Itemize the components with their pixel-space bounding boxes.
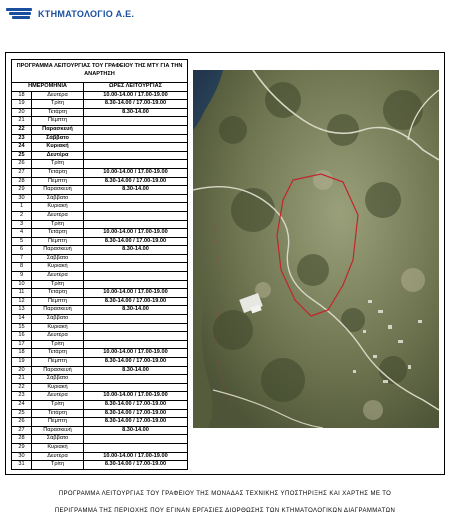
row-date-number: 14 — [12, 315, 32, 324]
row-weekday: Δευτέρα — [32, 392, 84, 401]
row-hours — [84, 143, 188, 152]
row-date-number: 30 — [12, 194, 32, 203]
row-hours: 10.00-14.00 / 17.00-19.00 — [84, 452, 188, 461]
schedule-row — [12, 375, 188, 384]
row-date-number: 12 — [12, 297, 32, 306]
row-hours — [84, 117, 188, 126]
row-weekday: Τρίτη — [32, 340, 84, 349]
schedule-row — [12, 366, 188, 375]
row-date-number: 19 — [12, 358, 32, 367]
schedule-row — [12, 409, 188, 418]
row-hours — [84, 383, 188, 392]
schedule-row — [12, 426, 188, 435]
row-weekday: Παρασκευή — [32, 366, 84, 375]
schedule-row — [12, 332, 188, 341]
row-hours: 10.00-14.00 / 17.00-19.00 — [84, 91, 188, 100]
row-date-number: 16 — [12, 332, 32, 341]
row-weekday: Παρασκευή — [32, 306, 84, 315]
row-hours: 8.30-14.00 / 17.00-19.00 — [84, 100, 188, 109]
row-weekday: Τρίτη — [32, 280, 84, 289]
row-hours — [84, 220, 188, 229]
row-hours — [84, 151, 188, 160]
row-date-number: 23 — [12, 134, 32, 143]
row-hours — [84, 194, 188, 203]
row-weekday: Πέμπτη — [32, 297, 84, 306]
schedule-row — [12, 435, 188, 444]
row-hours: 8.30-14.00 — [84, 366, 188, 375]
row-hours: 10.00-14.00 / 17.00-19.00 — [84, 289, 188, 298]
row-weekday: Σάββατο — [32, 435, 84, 444]
row-weekday: Πέμπτη — [32, 237, 84, 246]
schedule-title: ΠΡΟΓΡΑΜΜΑ ΛΕΙΤΟΥΡΓΙΑΣ ΤΟΥ ΓΡΑΦΕΙΟΥ ΤΗΣ ΜΤΥ ΓΙΑ ΤΗΝ ΑΝΑΡΤΗΣΗ — [12, 60, 188, 83]
row-date-number: 20 — [12, 366, 32, 375]
row-date-number: 10 — [12, 280, 32, 289]
footer-line-2: ΠΕΡΙΓΡΑΜΜΑ ΤΗΣ ΠΕΡΙΟΧΗΣ ΠΟΥ ΕΓΙΝΑΝ ΕΡΓΑΣΙΕΣ ΔΙΟΡΘΩΣΗΣ ΤΩΝ ΚΤΗΜΑΤΟΛΟΓΙΚΩΝ ΔΙΑΓΡΑΜΜΑΤΩΝ — [54, 508, 396, 514]
row-date-number: 22 — [12, 125, 32, 134]
row-date-number: 7 — [12, 254, 32, 263]
row-weekday: Δευτέρα — [32, 91, 84, 100]
schedule-row — [12, 418, 188, 427]
schedule-table — [11, 59, 188, 470]
row-weekday: Κυριακή — [32, 443, 84, 452]
schedule-row — [12, 220, 188, 229]
schedule-row — [12, 400, 188, 409]
schedule-row — [12, 443, 188, 452]
schedule-row — [12, 358, 188, 367]
schedule-row — [12, 229, 188, 238]
schedule-row — [12, 383, 188, 392]
row-date-number: 24 — [12, 400, 32, 409]
schedule-row — [12, 125, 188, 134]
row-weekday: Παρασκευή — [32, 426, 84, 435]
schedule-row — [12, 117, 188, 126]
company-logo — [6, 4, 134, 24]
schedule-row — [12, 246, 188, 255]
row-date-number: 13 — [12, 306, 32, 315]
schedule-row — [12, 91, 188, 100]
row-date-number: 30 — [12, 452, 32, 461]
row-hours: 10.00-14.00 / 17.00-19.00 — [84, 349, 188, 358]
row-weekday: Σάββατο — [32, 315, 84, 324]
row-date-number: 31 — [12, 461, 32, 470]
row-hours: 8.30-14.00 / 17.00-19.00 — [84, 177, 188, 186]
schedule-row — [12, 340, 188, 349]
logo-mark-icon — [6, 7, 34, 21]
schedule-row — [12, 306, 188, 315]
row-hours: 10.00-14.00 / 17.00-19.00 — [84, 168, 188, 177]
row-hours — [84, 340, 188, 349]
row-date-number: 27 — [12, 426, 32, 435]
row-date-number: 26 — [12, 160, 32, 169]
schedule-row — [12, 272, 188, 281]
row-hours: 8.30-14.00 — [84, 108, 188, 117]
row-weekday: Πέμπτη — [32, 117, 84, 126]
schedule-row — [12, 392, 188, 401]
row-weekday: Δευτέρα — [32, 452, 84, 461]
row-hours: 8.30-14.00 / 17.00-19.00 — [84, 461, 188, 470]
row-hours — [84, 443, 188, 452]
row-date-number: 17 — [12, 340, 32, 349]
row-hours — [84, 263, 188, 272]
row-hours — [84, 160, 188, 169]
row-weekday: Πέμπτη — [32, 418, 84, 427]
schedule-row — [12, 461, 188, 470]
schedule-row — [12, 160, 188, 169]
row-weekday: Τετάρτη — [32, 108, 84, 117]
row-weekday: Τετάρτη — [32, 409, 84, 418]
row-hours — [84, 211, 188, 220]
row-weekday: Τρίτη — [32, 400, 84, 409]
row-hours — [84, 134, 188, 143]
row-weekday: Κυριακή — [32, 203, 84, 212]
row-hours: 10.00-14.00 / 17.00-19.00 — [84, 229, 188, 238]
row-weekday: Σάββατο — [32, 375, 84, 384]
row-weekday: Τρίτη — [32, 220, 84, 229]
row-date-number: 27 — [12, 168, 32, 177]
row-date-number: 26 — [12, 418, 32, 427]
row-hours — [84, 280, 188, 289]
row-weekday: Δευτέρα — [32, 151, 84, 160]
row-weekday: Τρίτη — [32, 100, 84, 109]
row-date-number: 20 — [12, 108, 32, 117]
row-date-number: 23 — [12, 392, 32, 401]
row-hours: 8.30-14.00 — [84, 246, 188, 255]
row-weekday: Τετάρτη — [32, 289, 84, 298]
row-date-number: 4 — [12, 229, 32, 238]
schedule-row — [12, 349, 188, 358]
row-date-number: 22 — [12, 383, 32, 392]
schedule-row — [12, 186, 188, 195]
row-weekday: Σάββατο — [32, 254, 84, 263]
aerial-map-image — [193, 70, 439, 428]
row-weekday: Κυριακή — [32, 143, 84, 152]
row-weekday: Τρίτη — [32, 160, 84, 169]
date-column-header: ΗΜΕΡΟΜΗΝΙΑ — [12, 83, 84, 92]
schedule-row — [12, 134, 188, 143]
row-hours — [84, 315, 188, 324]
row-date-number: 8 — [12, 263, 32, 272]
row-hours: 8.30-14.00 — [84, 306, 188, 315]
row-date-number: 29 — [12, 443, 32, 452]
schedule-row — [12, 254, 188, 263]
row-hours — [84, 375, 188, 384]
row-hours — [84, 332, 188, 341]
row-hours: 8.30-14.00 / 17.00-19.00 — [84, 400, 188, 409]
row-weekday: Τετάρτη — [32, 349, 84, 358]
schedule-row — [12, 168, 188, 177]
row-weekday: Κυριακή — [32, 383, 84, 392]
row-date-number: 24 — [12, 143, 32, 152]
row-weekday: Πέμπτη — [32, 177, 84, 186]
row-weekday: Παρασκευή — [32, 186, 84, 195]
row-hours — [84, 203, 188, 212]
row-date-number: 25 — [12, 151, 32, 160]
row-weekday: Τετάρτη — [32, 168, 84, 177]
row-date-number: 6 — [12, 246, 32, 255]
row-date-number: 28 — [12, 177, 32, 186]
schedule-row — [12, 151, 188, 160]
row-date-number: 9 — [12, 272, 32, 281]
row-date-number: 3 — [12, 220, 32, 229]
row-hours: 8.30-14.00 / 17.00-19.00 — [84, 358, 188, 367]
schedule-row — [12, 280, 188, 289]
schedule-row — [12, 108, 188, 117]
schedule-row — [12, 237, 188, 246]
row-hours: 8.30-14.00 / 17.00-19.00 — [84, 237, 188, 246]
aerial-photo-svg — [193, 70, 439, 428]
row-date-number: 18 — [12, 91, 32, 100]
row-date-number: 18 — [12, 349, 32, 358]
row-weekday: Τετάρτη — [32, 229, 84, 238]
row-date-number: 2 — [12, 211, 32, 220]
row-hours: 10.00-14.00 / 17.00-19.00 — [84, 392, 188, 401]
row-weekday: Κυριακή — [32, 263, 84, 272]
row-date-number: 15 — [12, 323, 32, 332]
schedule-row — [12, 100, 188, 109]
row-hours: 8.30-14.00 — [84, 426, 188, 435]
row-date-number: 21 — [12, 117, 32, 126]
hours-column-header: ΩΡΕΣ ΛΕΙΤΟΥΡΓΙΑΣ — [84, 83, 188, 92]
row-weekday: Δευτέρα — [32, 332, 84, 341]
schedule-row — [12, 452, 188, 461]
row-weekday: Σάββατο — [32, 194, 84, 203]
row-weekday: Δευτέρα — [32, 272, 84, 281]
row-hours — [84, 435, 188, 444]
row-hours — [84, 125, 188, 134]
row-weekday: Παρασκευή — [32, 125, 84, 134]
row-hours: 8.30-14.00 / 17.00-19.00 — [84, 409, 188, 418]
row-hours — [84, 272, 188, 281]
schedule-row — [12, 211, 188, 220]
schedule-row — [12, 143, 188, 152]
row-weekday: Κυριακή — [32, 323, 84, 332]
schedule-row — [12, 263, 188, 272]
row-date-number: 29 — [12, 186, 32, 195]
row-date-number: 25 — [12, 409, 32, 418]
row-weekday: Δευτέρα — [32, 211, 84, 220]
row-hours: 8.30-14.00 / 17.00-19.00 — [84, 418, 188, 427]
row-date-number: 1 — [12, 203, 32, 212]
row-hours — [84, 254, 188, 263]
schedule-row — [12, 177, 188, 186]
schedule-row — [12, 194, 188, 203]
row-weekday: Σάββατο — [32, 134, 84, 143]
footer-line-1: ΠΡΟΓΡΑΜΜΑ ΛΕΙΤΟΥΡΓΙΑΣ ΤΟΥ ΓΡΑΦΕΙΟΥ ΤΗΣ ΜΟΝΑΔΑΣ ΤΕΧΝΙΚΗΣ ΥΠΟΣΤΗΡΙΞΗΣ ΚΑΙ ΧΑΡΤΗΣ ΜΕ ΤΟ — [58, 491, 392, 497]
row-hours: 8.30-14.00 / 17.00-19.00 — [84, 297, 188, 306]
row-weekday: Πέμπτη — [32, 358, 84, 367]
schedule-row — [12, 297, 188, 306]
schedule-row — [12, 289, 188, 298]
row-hours: 8.30-14.00 — [84, 186, 188, 195]
row-weekday: Τρίτη — [32, 461, 84, 470]
schedule-row — [12, 323, 188, 332]
row-date-number: 5 — [12, 237, 32, 246]
row-date-number: 21 — [12, 375, 32, 384]
schedule-row — [12, 315, 188, 324]
schedule-row — [12, 203, 188, 212]
row-date-number: 28 — [12, 435, 32, 444]
row-date-number: 19 — [12, 100, 32, 109]
company-name: ΚΤΗΜΑΤΟΛΟΓΙΟ Α.Ε. — [38, 9, 135, 19]
row-hours — [84, 323, 188, 332]
row-date-number: 11 — [12, 289, 32, 298]
row-weekday: Παρασκευή — [32, 246, 84, 255]
